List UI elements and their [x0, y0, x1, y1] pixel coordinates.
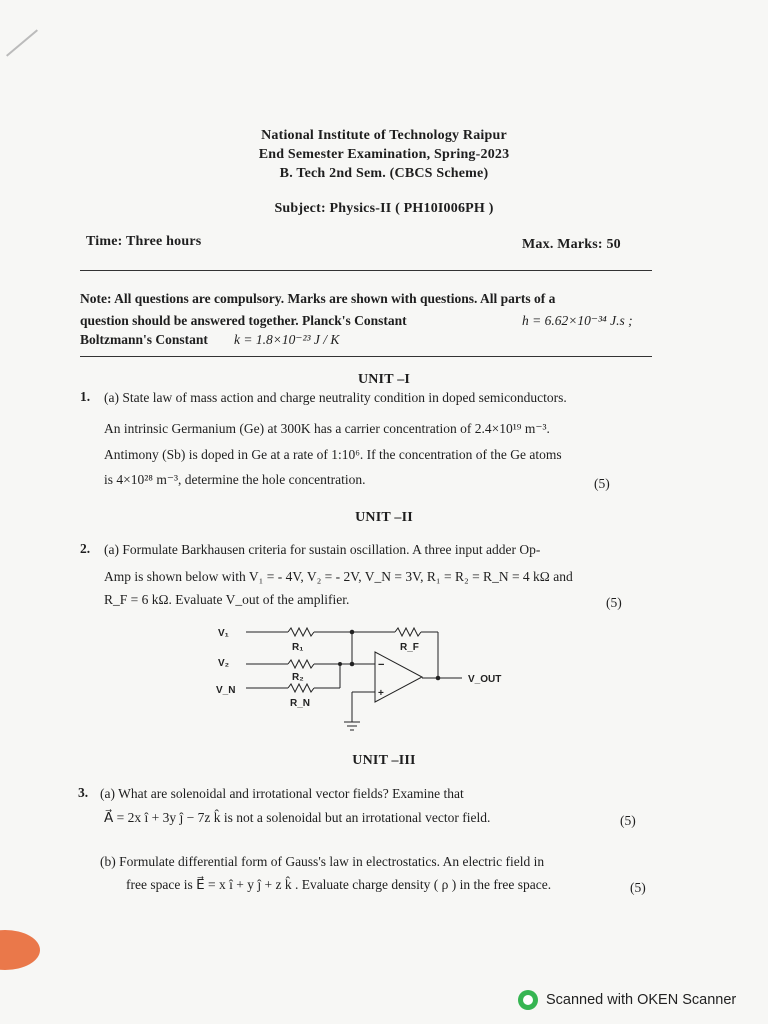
note-divider: [80, 356, 652, 357]
scanner-watermark: [518, 988, 736, 1012]
planck-constant: h = 6.62×10⁻³⁴ J.s ;: [522, 313, 633, 328]
institute-name: National Institute of Technology Raipur: [261, 128, 507, 143]
scanner-watermark-text: Scanned with OKEN Scanner: [546, 992, 737, 1008]
question-1-number: 1.: [80, 389, 91, 404]
question-3-number: 3.: [78, 785, 89, 800]
note-line-1: Note: All questions are compulsory. Marks are shown with questions. All parts of a: [80, 291, 556, 306]
junction-dot-1: [350, 630, 355, 635]
r2-label: R₂: [292, 672, 304, 683]
question-3b-line-1: (b) Formulate differential form of Gauss's law in electrostatics. An electric field in: [100, 854, 545, 869]
v2-label: V₂: [218, 658, 230, 669]
vout-label: V_OUT: [468, 674, 502, 685]
note-line-2: question should be answered together. Planck's Constant: [80, 313, 407, 328]
r1-label: R₁: [292, 642, 304, 653]
vn-label: V_N: [216, 685, 236, 696]
junction-dot-2: [350, 662, 355, 667]
question-1-line-4: is 4×10²⁸ m⁻³, determine the hole concentration.: [104, 472, 366, 487]
question-3a-line-2: A⃗ = 2x î + 3y ĵ − 7z k̂ is not a solenoidal but an irrotational vector field.: [104, 810, 491, 825]
scan-smudge: [6, 29, 38, 56]
plus-terminal: +: [378, 688, 384, 699]
subject-title: Subject: Physics-II ( PH10I006PH ): [274, 201, 494, 216]
rf-label: R_F: [400, 642, 419, 653]
header-divider: [80, 270, 652, 271]
question-3a-line-1: (a) What are solenoidal and irrotational vector fields? Examine that: [100, 786, 464, 801]
question-3b-line-2: free space is E⃗ = x î + y ĵ + z k̂ . Evaluate charge density ( ρ ) in the free space.: [126, 877, 552, 892]
question-1-line-1: (a) State law of mass action and charge neutrality condition in doped semiconductors.: [104, 390, 567, 405]
unit-3-title: UNIT –III: [352, 753, 416, 768]
rf-resistor: [395, 628, 421, 636]
rn-label: R_N: [290, 698, 311, 709]
max-marks: Max. Marks: 50: [522, 237, 621, 252]
rn-resistor: [288, 684, 314, 692]
op-amp-adder-circuit: [200, 620, 520, 740]
junction-dot-3: [338, 662, 342, 666]
unit-2-title: UNIT –II: [355, 510, 413, 525]
program-title: B. Tech 2nd Sem. (CBCS Scheme): [279, 166, 489, 181]
question-1-line-2: An intrinsic Germanium (Ge) at 300K has a carrier concentration of 2.4×10¹⁹ m⁻³.: [104, 421, 550, 436]
exam-title: End Semester Examination, Spring-2023: [258, 147, 510, 162]
question-2-line-2: Amp is shown below with V₁ = - 4V, V₂ = - 2V, V_N = 3V, R₁ = R₂ = R_N = 4 kΩ and: [104, 569, 573, 584]
question-1-line-3: Antimony (Sb) is doped in Ge at a rate of 1:10⁶. If the concentration of the Ge atoms: [104, 447, 562, 462]
note-line-3: Boltzmann's Constant: [80, 332, 208, 347]
question-2-line-3: R_F = 6 kΩ. Evaluate V_out of the amplifier.: [104, 592, 350, 607]
question-1-marks: (5): [594, 476, 610, 491]
exam-time: Time: Three hours: [86, 234, 202, 249]
unit-1-title: UNIT –I: [357, 372, 411, 387]
junction-dot-4: [436, 676, 441, 681]
question-2-line-1: (a) Formulate Barkhausen criteria for sustain oscillation. A three input adder Op-: [104, 542, 541, 557]
scan-artifact-blob: [0, 930, 40, 970]
question-2-marks: (5): [606, 595, 622, 610]
r1-resistor: [288, 628, 314, 636]
question-3a-marks: (5): [620, 813, 636, 828]
question-3b-marks: (5): [630, 880, 646, 895]
minus-terminal: −: [378, 659, 385, 671]
boltzmann-constant: k = 1.8×10⁻²³ J / K: [234, 332, 340, 347]
question-2-number: 2.: [80, 541, 91, 556]
v1-label: V₁: [218, 628, 229, 639]
oken-scanner-logo-icon: [518, 990, 538, 1010]
r2-resistor: [288, 660, 314, 668]
